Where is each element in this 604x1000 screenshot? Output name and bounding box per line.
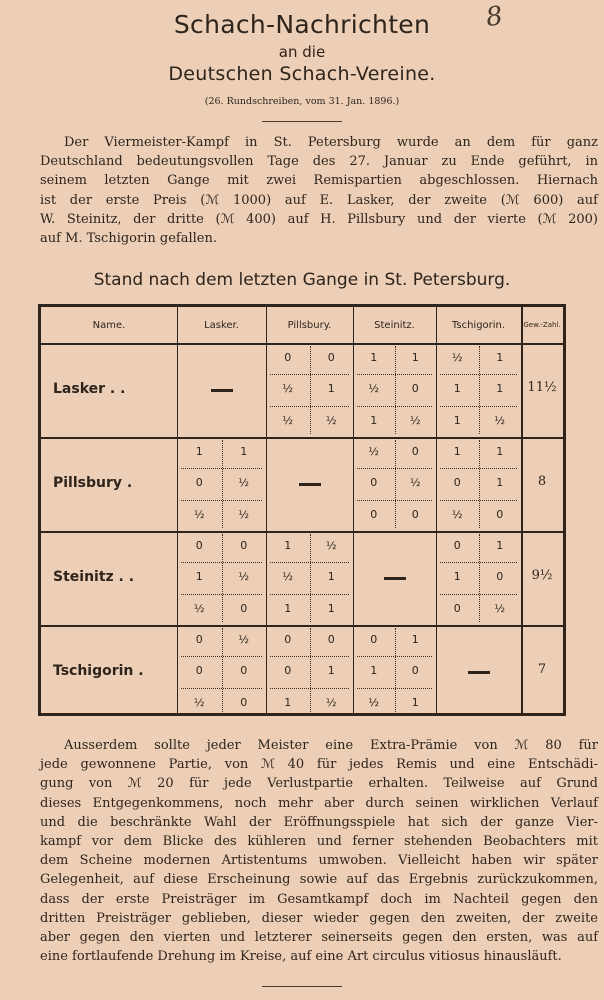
table-row-line [41,625,563,627]
score-divider [310,628,311,716]
game-score: 0 [240,539,248,552]
text-line: dritten Preisträger geblieben, dieser wieder gegen den zweiten, der zweite [40,910,598,926]
game-score: 1 [453,413,461,427]
score-divider [270,406,349,407]
table-column-line [266,307,267,713]
score-divider [357,688,432,689]
game-score: 0 [411,507,419,521]
score-divider [181,500,262,501]
game-score: ½ [325,413,337,427]
game-score: 1 [496,382,504,396]
text-line: Ausserdem sollte jeder Meister eine Extra-Prämie von ℳ 80 für [64,738,598,753]
game-score: 1 [411,695,419,709]
game-score: 1 [327,664,335,678]
table-title: Stand nach dem letzten Gange in St. Petersburg. [93,270,511,290]
header-rule [262,121,342,122]
text-line: und die beschränkte Wahl der Eröffnungsspiele hat sich der ganze Vier- [40,814,598,830]
game-score: ½ [282,570,294,584]
score-divider [440,562,517,563]
player-name: Steinitz . . [53,569,135,585]
game-score: ½ [368,445,380,458]
game-score: 1 [453,382,461,396]
game-score: 1 [370,413,378,427]
score-divider [357,500,432,501]
game-score: ½ [494,601,506,615]
game-score: ½ [409,413,421,427]
score-divider [479,440,480,528]
score-divider [395,346,396,434]
text-line: dass der erste Preisträger im Gesamtkampf doch im Nachteil gegen den [40,891,598,907]
self-pairing-dash [299,483,321,486]
game-score: 0 [411,664,419,678]
game-score: ½ [451,507,463,521]
score-divider [181,594,262,595]
score-divider [440,594,517,595]
game-score: 0 [327,351,335,364]
table-row-line [41,343,563,345]
table-column-line [436,307,437,713]
score-divider [270,688,349,689]
score-divider [440,468,517,469]
game-score: 0 [453,601,461,615]
game-score: 1 [453,570,461,584]
game-score: 0 [240,601,248,615]
game-score: ½ [193,507,205,521]
text-line: aber gegen den vierten und letzterer seinerseits gegen den ersten, was auf [40,930,598,946]
intro-paragraph [40,133,598,248]
text-line: jede gewonnene Partie, von ℳ 40 für jedes Remis und eine Entschädi- [40,757,598,773]
game-score: 0 [284,351,292,364]
game-score: ½ [238,570,250,584]
score-divider [395,628,396,716]
game-score: ½ [193,695,205,709]
table-column-line [177,307,178,713]
game-score: 1 [284,539,292,552]
table-column-line [521,307,523,713]
score-divider [357,656,432,657]
header-2: Pillsbury. [287,319,332,331]
game-score: ½ [282,382,294,396]
game-score: 0 [195,539,203,552]
game-score: 1 [453,445,461,458]
score-divider [479,534,480,622]
text-line: kampf vor dem Blicke des kühleren und ferner stehenden Beobachters mit [40,834,598,850]
player-name: Tschigorin . [53,663,144,679]
score-divider [357,374,432,375]
game-score: 0 [240,664,248,678]
score-divider [270,562,349,563]
circular-note: (26. Rundschreiben, vom 31. Jan. 1896.) [204,96,400,107]
title-line-2: an die [278,43,326,61]
game-score: 0 [411,445,419,458]
self-pairing-dash [384,577,406,580]
self-pairing-dash [468,671,490,674]
game-score: ½ [325,539,337,552]
game-score: ½ [325,695,337,709]
total-score: 9½ [531,568,553,583]
score-divider [357,468,432,469]
text-line: ist der erste Preis (ℳ 1000) auf E. Lasker, der zweite (ℳ 600) auf [40,192,598,208]
game-score: ½ [451,351,463,364]
footer-rule [262,986,342,987]
game-score: 1 [496,445,504,458]
game-score: 0 [327,633,335,646]
score-divider [222,534,223,622]
game-score: 0 [370,507,378,521]
text-line: W. Steinitz, der dritte (ℳ 400) auf H. Pillsbury und der vierte (ℳ 200) [40,211,598,227]
game-score: 1 [284,695,292,709]
game-score: 1 [496,476,504,490]
score-divider [270,594,349,595]
game-score: 1 [240,445,248,458]
score-divider [440,374,517,375]
game-score: ½ [238,507,250,521]
document-title: Schach-Nachrichten [173,10,431,39]
player-name: Pillsbury . [53,475,133,491]
game-score: 1 [284,601,292,615]
text-line: Gelegenheit, auf diese Erscheinung sowie auf das Ergebnis zurückzukommen, [40,872,598,888]
header-1: Lasker. [204,319,239,331]
text-line: Deutschland bedeutungsvollen Tage des 27. Januar zu Ende geführt, in [40,154,598,170]
header-4: Tschigorin. [451,319,506,331]
score-divider [270,656,349,657]
game-score: 1 [411,633,419,646]
game-score: 0 [240,695,248,709]
game-score: 1 [195,445,203,458]
game-score: 0 [496,570,504,584]
score-divider [181,688,262,689]
header-5: Gew.-Zahl. [523,321,561,329]
score-divider [181,562,262,563]
game-score: 0 [453,539,461,552]
game-score: ½ [409,476,421,490]
text-line: Der Viermeister-Kampf in St. Petersburg wurde an dem für ganz [64,135,598,150]
score-divider [440,406,517,407]
game-score: 0 [453,476,461,490]
header-0: Name. [92,319,126,331]
score-divider [310,534,311,622]
game-score: 0 [411,382,419,396]
game-score: 1 [496,351,504,364]
game-score: 1 [370,351,378,364]
game-score: 1 [411,351,419,364]
table-row-line [41,531,563,533]
game-score: 1 [327,601,335,615]
game-score: 0 [195,633,203,646]
score-divider [479,346,480,434]
game-score: ½ [368,382,380,396]
score-divider [310,346,311,434]
game-score: 1 [496,539,504,552]
game-score: ½ [193,601,205,615]
total-score: 11½ [527,380,557,395]
score-divider [222,628,223,716]
score-divider [357,406,432,407]
score-divider [270,374,349,375]
standings-table [38,304,566,716]
text-line: gung von ℳ 20 für jede Verlustpartie erhalten. Teilweise auf Grund [40,776,598,792]
game-score: ½ [368,695,380,709]
handwritten-page-number: 8 [483,0,505,34]
score-divider [440,500,517,501]
text-line: auf M. Tschigorin gefallen. [40,231,217,247]
text-line: eine fortlaufende Drehung im Kreise, auf eine Art circulus vitiosus hinausläuft. [40,949,562,965]
total-score: 7 [537,662,547,677]
text-line: seinem letzten Gange mit zwei Remispartien abgeschlossen. Hiernach [40,173,598,189]
self-pairing-dash [211,389,233,392]
game-score: ½ [282,413,294,427]
total-score: 8 [537,474,547,489]
title-line-3: Deutschen Schach-Vereine. [168,63,436,85]
game-score: ½ [238,633,250,646]
game-score: 0 [195,476,203,490]
player-name: Lasker . . [53,381,126,397]
game-score: 1 [370,664,378,678]
text-line: dieses Entgegenkommens, noch mehr aber durch seinen wirklichen Verlauf [40,795,598,811]
header-3: Steinitz. [374,319,415,331]
table-row-line [41,437,563,439]
game-score: 0 [496,507,504,521]
game-score: 1 [195,570,203,584]
score-divider [222,440,223,528]
game-score: 0 [370,476,378,490]
game-score: 0 [284,633,292,646]
game-score: 1 [327,382,335,396]
game-score: 0 [284,664,292,678]
text-line: dem Scheine modernen Artistentums umwoben. Vielleicht haben wir später [40,853,598,869]
game-score: 0 [370,633,378,646]
score-divider [181,468,262,469]
game-score: ½ [494,413,506,427]
score-divider [395,440,396,528]
score-divider [181,656,262,657]
table-column-line [353,307,354,713]
game-score: 1 [327,570,335,584]
game-score: 0 [195,664,203,678]
closing-paragraph [40,736,598,966]
game-score: ½ [238,476,250,490]
